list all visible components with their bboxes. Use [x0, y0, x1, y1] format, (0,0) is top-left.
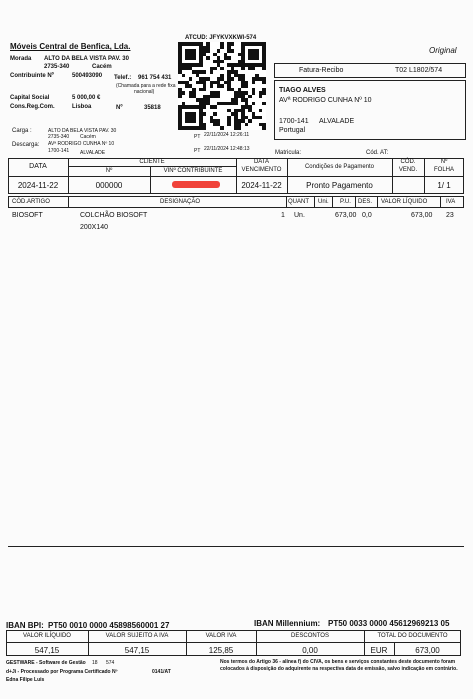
- operator-name: Edna Filipe Luis: [6, 677, 45, 683]
- iban-bpi-label: IBAN BPI:: [6, 621, 44, 630]
- legal-line2: colocados à disposição do adquirente na respectiva data de emissão, salvo indicação em contrário.: [220, 666, 458, 672]
- pt1-label: PT: [194, 134, 201, 140]
- customer-address: AVª RODRIGO CUNHA Nº 10: [279, 97, 372, 104]
- tot-hdr-iva: VALOR IVA: [205, 633, 237, 639]
- morada-postal: 2735-340: [44, 64, 70, 70]
- hdr-folha-2: FOLHA: [433, 167, 454, 173]
- doc-number: T02 L1802/574: [395, 67, 443, 74]
- tot-sujeito: 547,15: [124, 646, 150, 655]
- row-iva: 23: [446, 212, 454, 219]
- tot-hdr-iliquido: VALOR ILÍQUIDO: [23, 633, 71, 639]
- morada-city: Cacém: [92, 64, 112, 70]
- nif-label: Contribuinte Nº: [10, 73, 54, 79]
- carga-line1: ALTO DA BELA VISTA PAV. 30: [48, 128, 117, 134]
- val-data: 2024-11-22: [17, 181, 59, 190]
- val-vencimento: 2024-11-22: [241, 181, 282, 190]
- nif-value: 500493090: [72, 73, 103, 79]
- val-folha: 1/ 1: [437, 181, 451, 190]
- hdr-codvend-2: VEND.: [398, 167, 418, 173]
- gestware-line1: GESTWARE - Software de Gestão: [6, 660, 86, 666]
- gestware-num: 574: [106, 660, 115, 666]
- row-desig: COLCHÃO BIOSOFT: [80, 212, 148, 219]
- consreg-n-value: 35818: [144, 105, 161, 111]
- original-label: Original: [429, 46, 457, 55]
- col-pu: P.U.: [340, 199, 351, 205]
- customer-name: TIAGO ALVES: [279, 87, 326, 94]
- row-cod: BIOSOFT: [12, 212, 43, 219]
- col-des: DES.: [358, 199, 373, 205]
- hdr-client-n: Nº: [105, 168, 113, 174]
- tot-currency: EUR: [370, 646, 388, 655]
- consreg-label: Cons.Reg.Com.: [10, 104, 55, 110]
- carga-city: Cacém: [80, 134, 96, 140]
- tel-value: 961 754 431: [138, 75, 172, 81]
- tot-descontos: 0,00: [302, 646, 318, 655]
- gestware-code: 18: [92, 660, 98, 666]
- footer-divider: [8, 546, 464, 547]
- tot-hdr-sujeito: VALOR SUJEITO A IVA: [105, 633, 169, 639]
- val-client-n: 000000: [95, 181, 123, 190]
- atcud: ATCUD: JFYKVXKWI-574: [185, 35, 257, 41]
- hdr-data: DATA: [29, 163, 47, 170]
- morada-label: Morada: [10, 56, 32, 62]
- row-desig2: 200X140: [80, 224, 109, 231]
- company-name: Móveis Central de Benfica, Lda.: [10, 42, 131, 51]
- cod-at-label: Cód. AT:: [366, 150, 389, 156]
- descarga-line1: AVª RODRIGO CUNHA Nº 10: [48, 141, 115, 147]
- redaction-mark: [172, 181, 220, 188]
- row-quant: 1: [281, 212, 285, 219]
- row-des: 0,0: [362, 212, 372, 219]
- customer-city: ALVALADE: [319, 118, 355, 125]
- consreg-city: Lisboa: [72, 104, 92, 110]
- tot-hdr-descontos: DESCONTOS: [291, 633, 329, 639]
- pt2-label: PT: [194, 148, 201, 154]
- row-valor: 673,00: [411, 212, 433, 219]
- iban-bpi: PT50 0010 0000 45898560001 27: [48, 621, 170, 630]
- customer-country: Portugal: [279, 127, 306, 134]
- morada-line1: ALTO DA BELA VISTA PAV. 30: [44, 56, 129, 62]
- row-pu: 673,00: [335, 212, 357, 219]
- tel-note-1: (Chamada para a rede fixa: [116, 83, 176, 89]
- hdr-vin: VINº CONTRIBUINTE: [163, 168, 223, 174]
- row-uni: Un.: [294, 212, 305, 219]
- col-valor: VALOR LÍQUIDO: [381, 199, 428, 205]
- descarga-city: ALVALADE: [80, 150, 106, 156]
- col-quant: QUANT: [288, 199, 309, 205]
- capital-label: Capital Social: [10, 95, 50, 101]
- iban-mil-label: IBAN Millennium:: [254, 619, 321, 628]
- descarga-postal: 1700-141: [48, 148, 70, 154]
- tot-iliquido: 547,15: [34, 646, 60, 655]
- hdr-venc-2: VENCIMENTO: [241, 167, 282, 173]
- col-uni: Uni.: [318, 199, 329, 205]
- descarga-label: Descarga:: [12, 142, 40, 148]
- tel-label: Telef.:: [114, 75, 132, 81]
- cert-number: 0141/AT: [152, 669, 171, 675]
- legal-line1: Nos termos do Artigo 36 - alínea f) do CIVA, os bens e serviços constantes deste documento foram: [220, 659, 456, 665]
- carga-postal: 2735-340: [48, 134, 70, 140]
- doc-type-box: [274, 63, 466, 78]
- val-condicoes: Pronto Pagamento: [306, 181, 373, 190]
- col-cod: CÓD.ARTIGO: [12, 199, 50, 205]
- hdr-codvend-1: CÓD.: [400, 159, 416, 165]
- col-desig: DESIGNAÇÃO: [160, 199, 201, 205]
- hdr-condicoes: Condições de Pagamento: [304, 164, 375, 170]
- qr-code: [178, 42, 266, 130]
- hdr-cliente: CLIENTE: [139, 159, 165, 165]
- tot-total: 673,00: [415, 646, 440, 655]
- customer-postal: 1700-141: [279, 118, 309, 125]
- customer-box: [274, 80, 466, 140]
- col-iva: IVA: [446, 199, 456, 205]
- iban-mil: PT50 0033 0000 45612969213 05: [328, 619, 450, 628]
- carga-label: Carga :: [12, 128, 32, 134]
- gestware-line2: d+Ji - Processado por Programa Certificado Nº: [6, 669, 118, 675]
- tot-iva: 125,85: [208, 646, 234, 655]
- hdr-folha-1: Nº: [440, 159, 448, 165]
- consreg-n-label: Nº: [116, 105, 123, 111]
- hdr-venc-1: DATA: [253, 159, 270, 165]
- tel-note-2: nacional): [134, 89, 155, 95]
- matricula-label: Matricula:: [275, 150, 302, 156]
- pt1-datetime: 22/11/2024 12:26:11: [204, 132, 250, 138]
- tot-hdr-total: TOTAL DO DOCUMENTO: [377, 633, 448, 639]
- doc-type: Fatura-Recibo: [299, 67, 344, 74]
- capital-value: 5 000,00 €: [72, 95, 101, 101]
- pt2-datetime: 22/11/2024 12:48:13: [204, 146, 250, 152]
